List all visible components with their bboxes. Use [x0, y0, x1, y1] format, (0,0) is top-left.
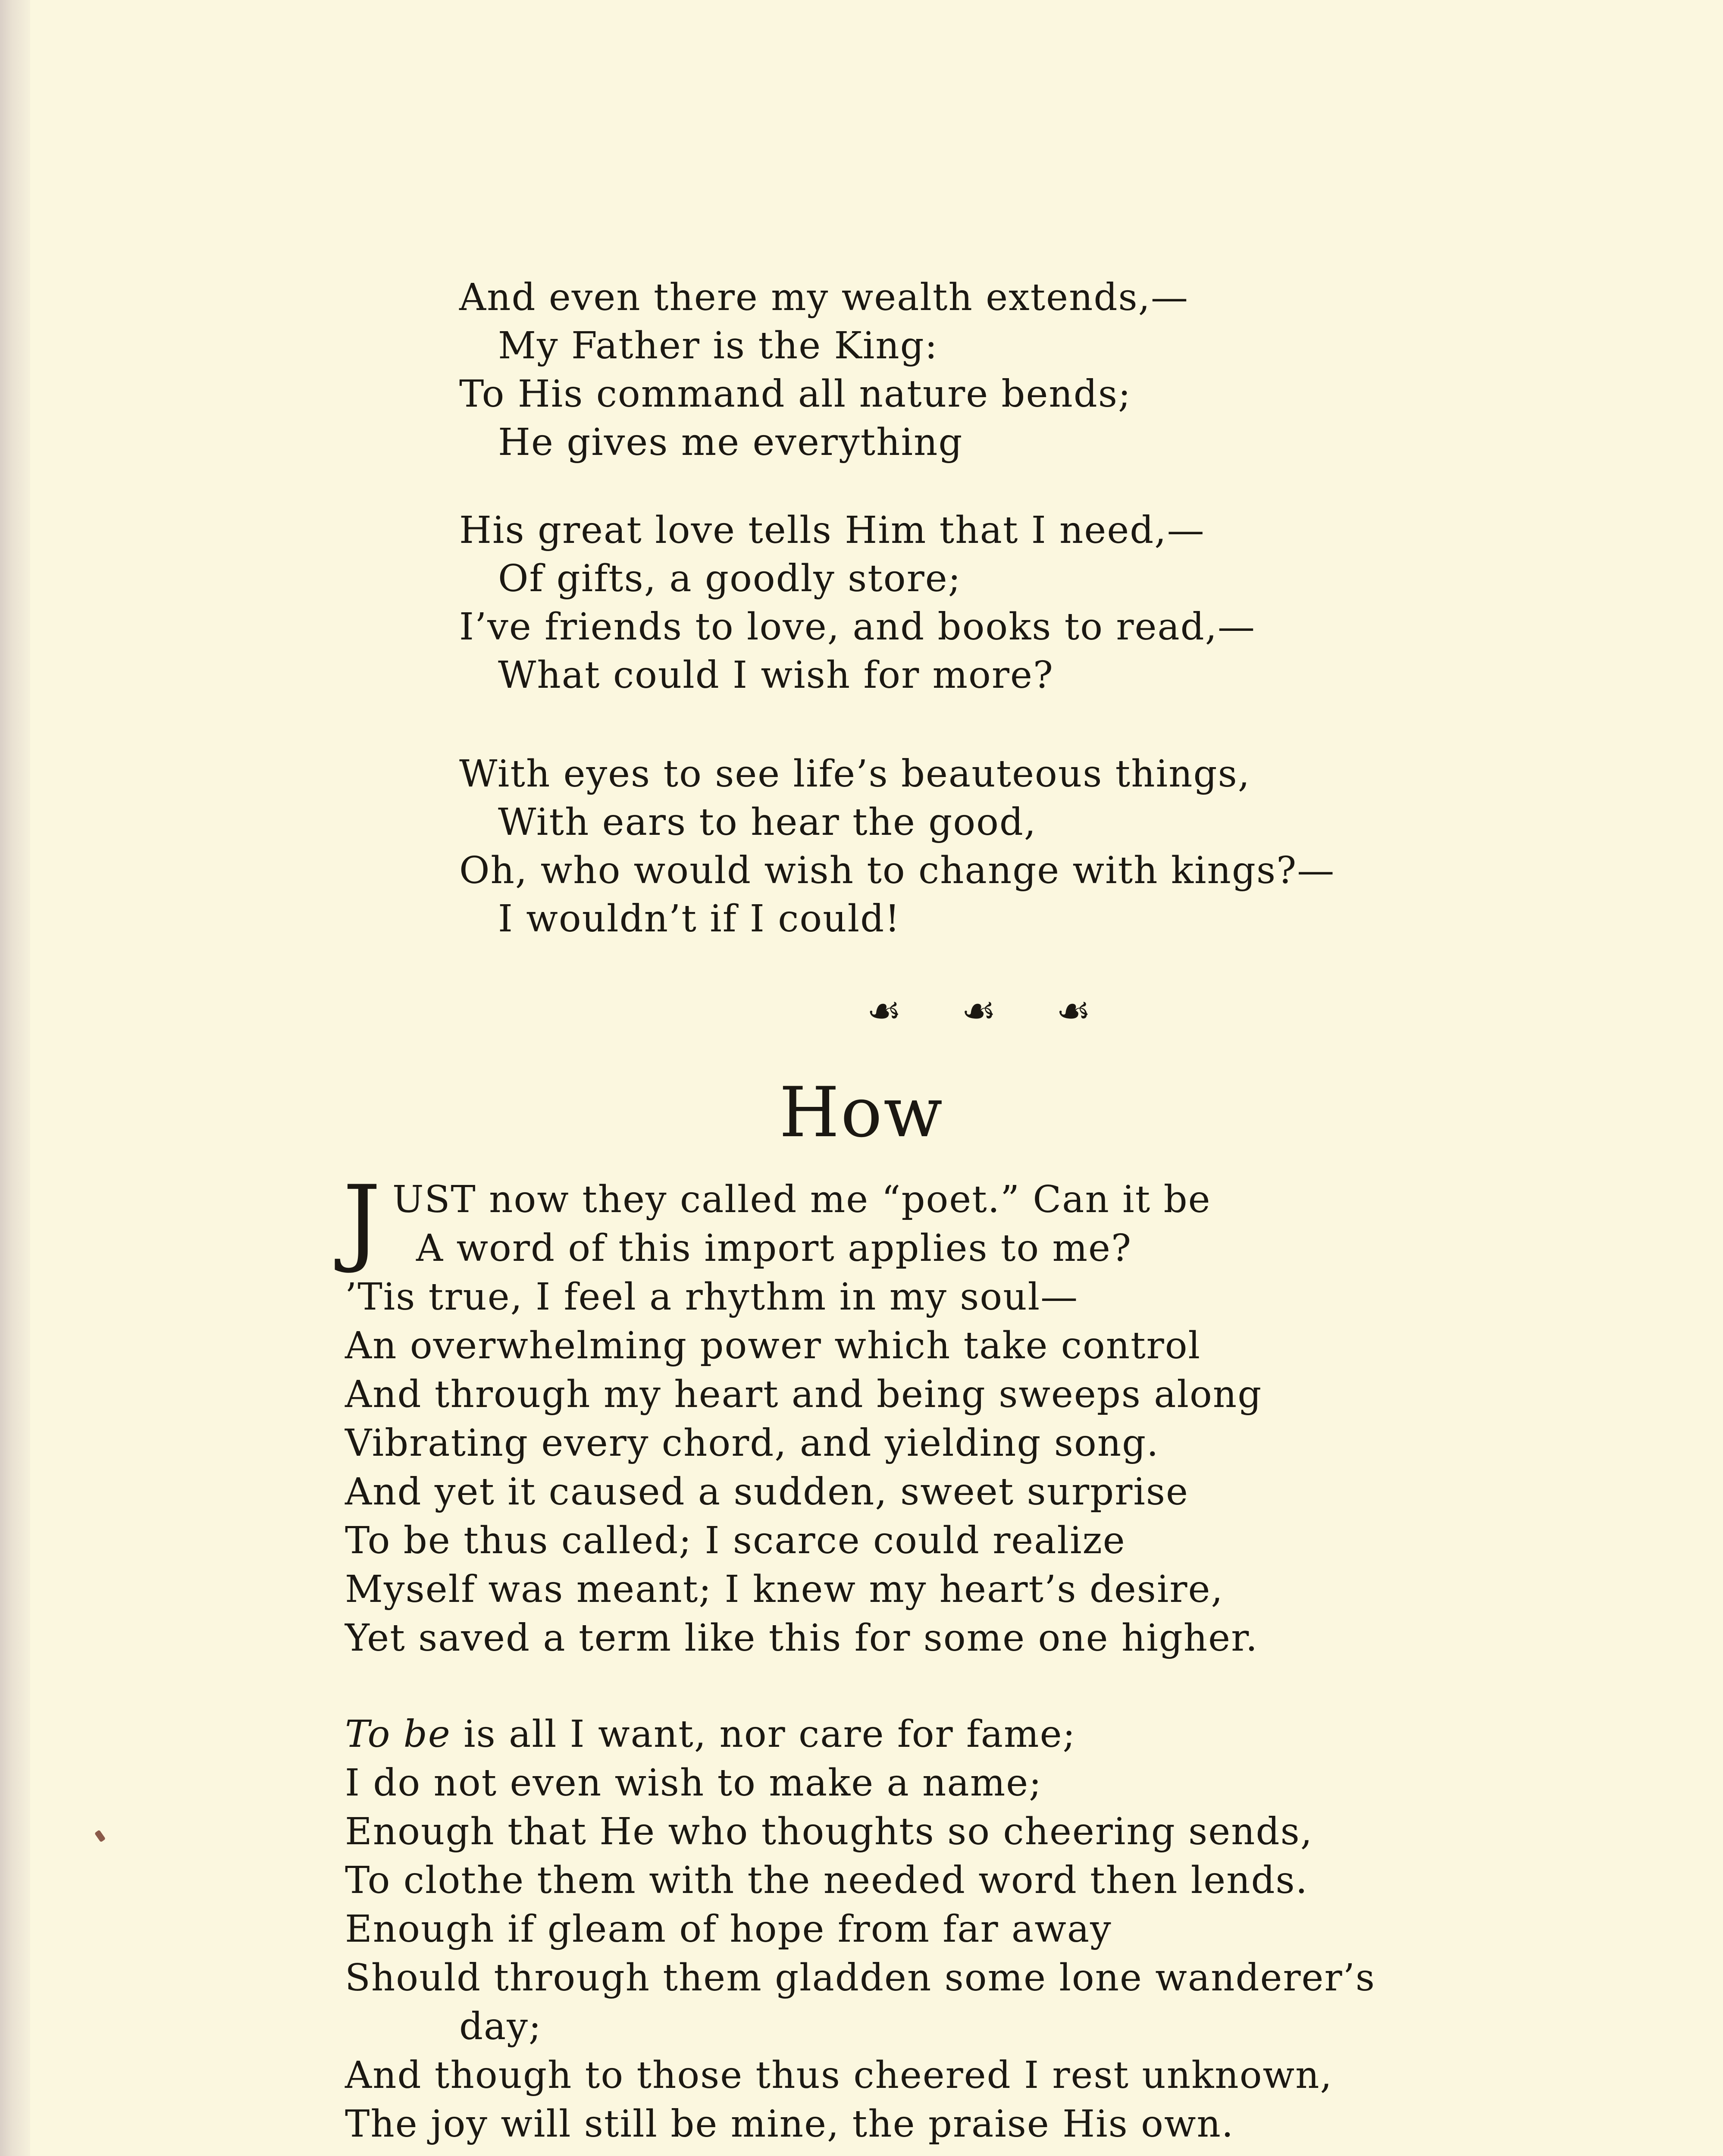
verse-line: Of gifts, a goodly store;	[498, 557, 962, 600]
verse-line: To be thus called; I scarce could realize	[345, 1519, 1126, 1562]
verse-line: To His command all nature bends;	[459, 373, 1131, 416]
verse-line: The joy will still be mine, the praise His own.	[345, 2103, 1234, 2146]
verse-line: I’ve friends to love, and books to read,—	[459, 605, 1256, 649]
verse-line: Yet saved a term like this for some one higher.	[345, 1617, 1259, 1660]
verse-line: With ears to hear the good,	[498, 801, 1037, 844]
verse-line: I do not even wish to make a name;	[345, 1761, 1043, 1805]
verse-line: UST now they called me “poet.” Can it be	[392, 1178, 1211, 1221]
verse-line: To clothe them with the needed word then lends.	[345, 1859, 1309, 1902]
verse-line: Oh, who would wish to change with kings?—	[459, 849, 1335, 892]
drop-cap: J	[343, 1165, 381, 1275]
verse-line: day;	[459, 2005, 542, 2048]
verse-line: Vibrating every chord, and yielding song.	[345, 1422, 1159, 1465]
verse-line: He gives me everything	[498, 421, 963, 464]
fleuron-icon: ☙	[867, 988, 902, 1034]
verse-line: Myself was meant; I knew my heart’s desire,	[345, 1568, 1224, 1611]
verse-line: His great love tells Him that I need,—	[459, 509, 1205, 552]
fleuron-icon: ☙	[1056, 988, 1091, 1034]
verse-line: And through my heart and being sweeps along	[345, 1373, 1262, 1416]
fleuron-icon: ☙	[961, 988, 996, 1034]
verse-line: I wouldn’t if I could!	[498, 897, 901, 940]
verse-line: With eyes to see life’s beauteous things,	[459, 752, 1251, 796]
verse-line-rest: is all I want, nor care for fame;	[451, 1713, 1076, 1756]
poem-title: How	[779, 1072, 944, 1153]
verse-line	[345, 1713, 1076, 1756]
ornamental-divider	[867, 990, 1091, 1033]
verse-line: What could I wish for more?	[498, 654, 1054, 697]
verse-line: My Father is the King:	[498, 324, 938, 367]
verse-line: And yet it caused a sudden, sweet surprise	[345, 1470, 1189, 1514]
italic-phrase: To be	[345, 1713, 451, 1756]
verse-line: Enough that He who thoughts so cheering sends,	[345, 1810, 1313, 1853]
verse-line: Should through them gladden some lone wanderer’s	[345, 1956, 1376, 1999]
verse-line: A word of this import applies to me?	[416, 1227, 1132, 1270]
verse-line: Enough if gleam of hope from far away	[345, 1908, 1112, 1951]
ink-speck	[94, 1830, 106, 1842]
verse-line: And even there my wealth extends,—	[459, 276, 1189, 319]
verse-line: An overwhelming power which take control	[345, 1324, 1201, 1367]
verse-line: And though to those thus cheered I rest unknown,	[345, 2054, 1333, 2097]
verse-line: ’Tis true, I feel a rhythm in my soul—	[345, 1275, 1079, 1319]
